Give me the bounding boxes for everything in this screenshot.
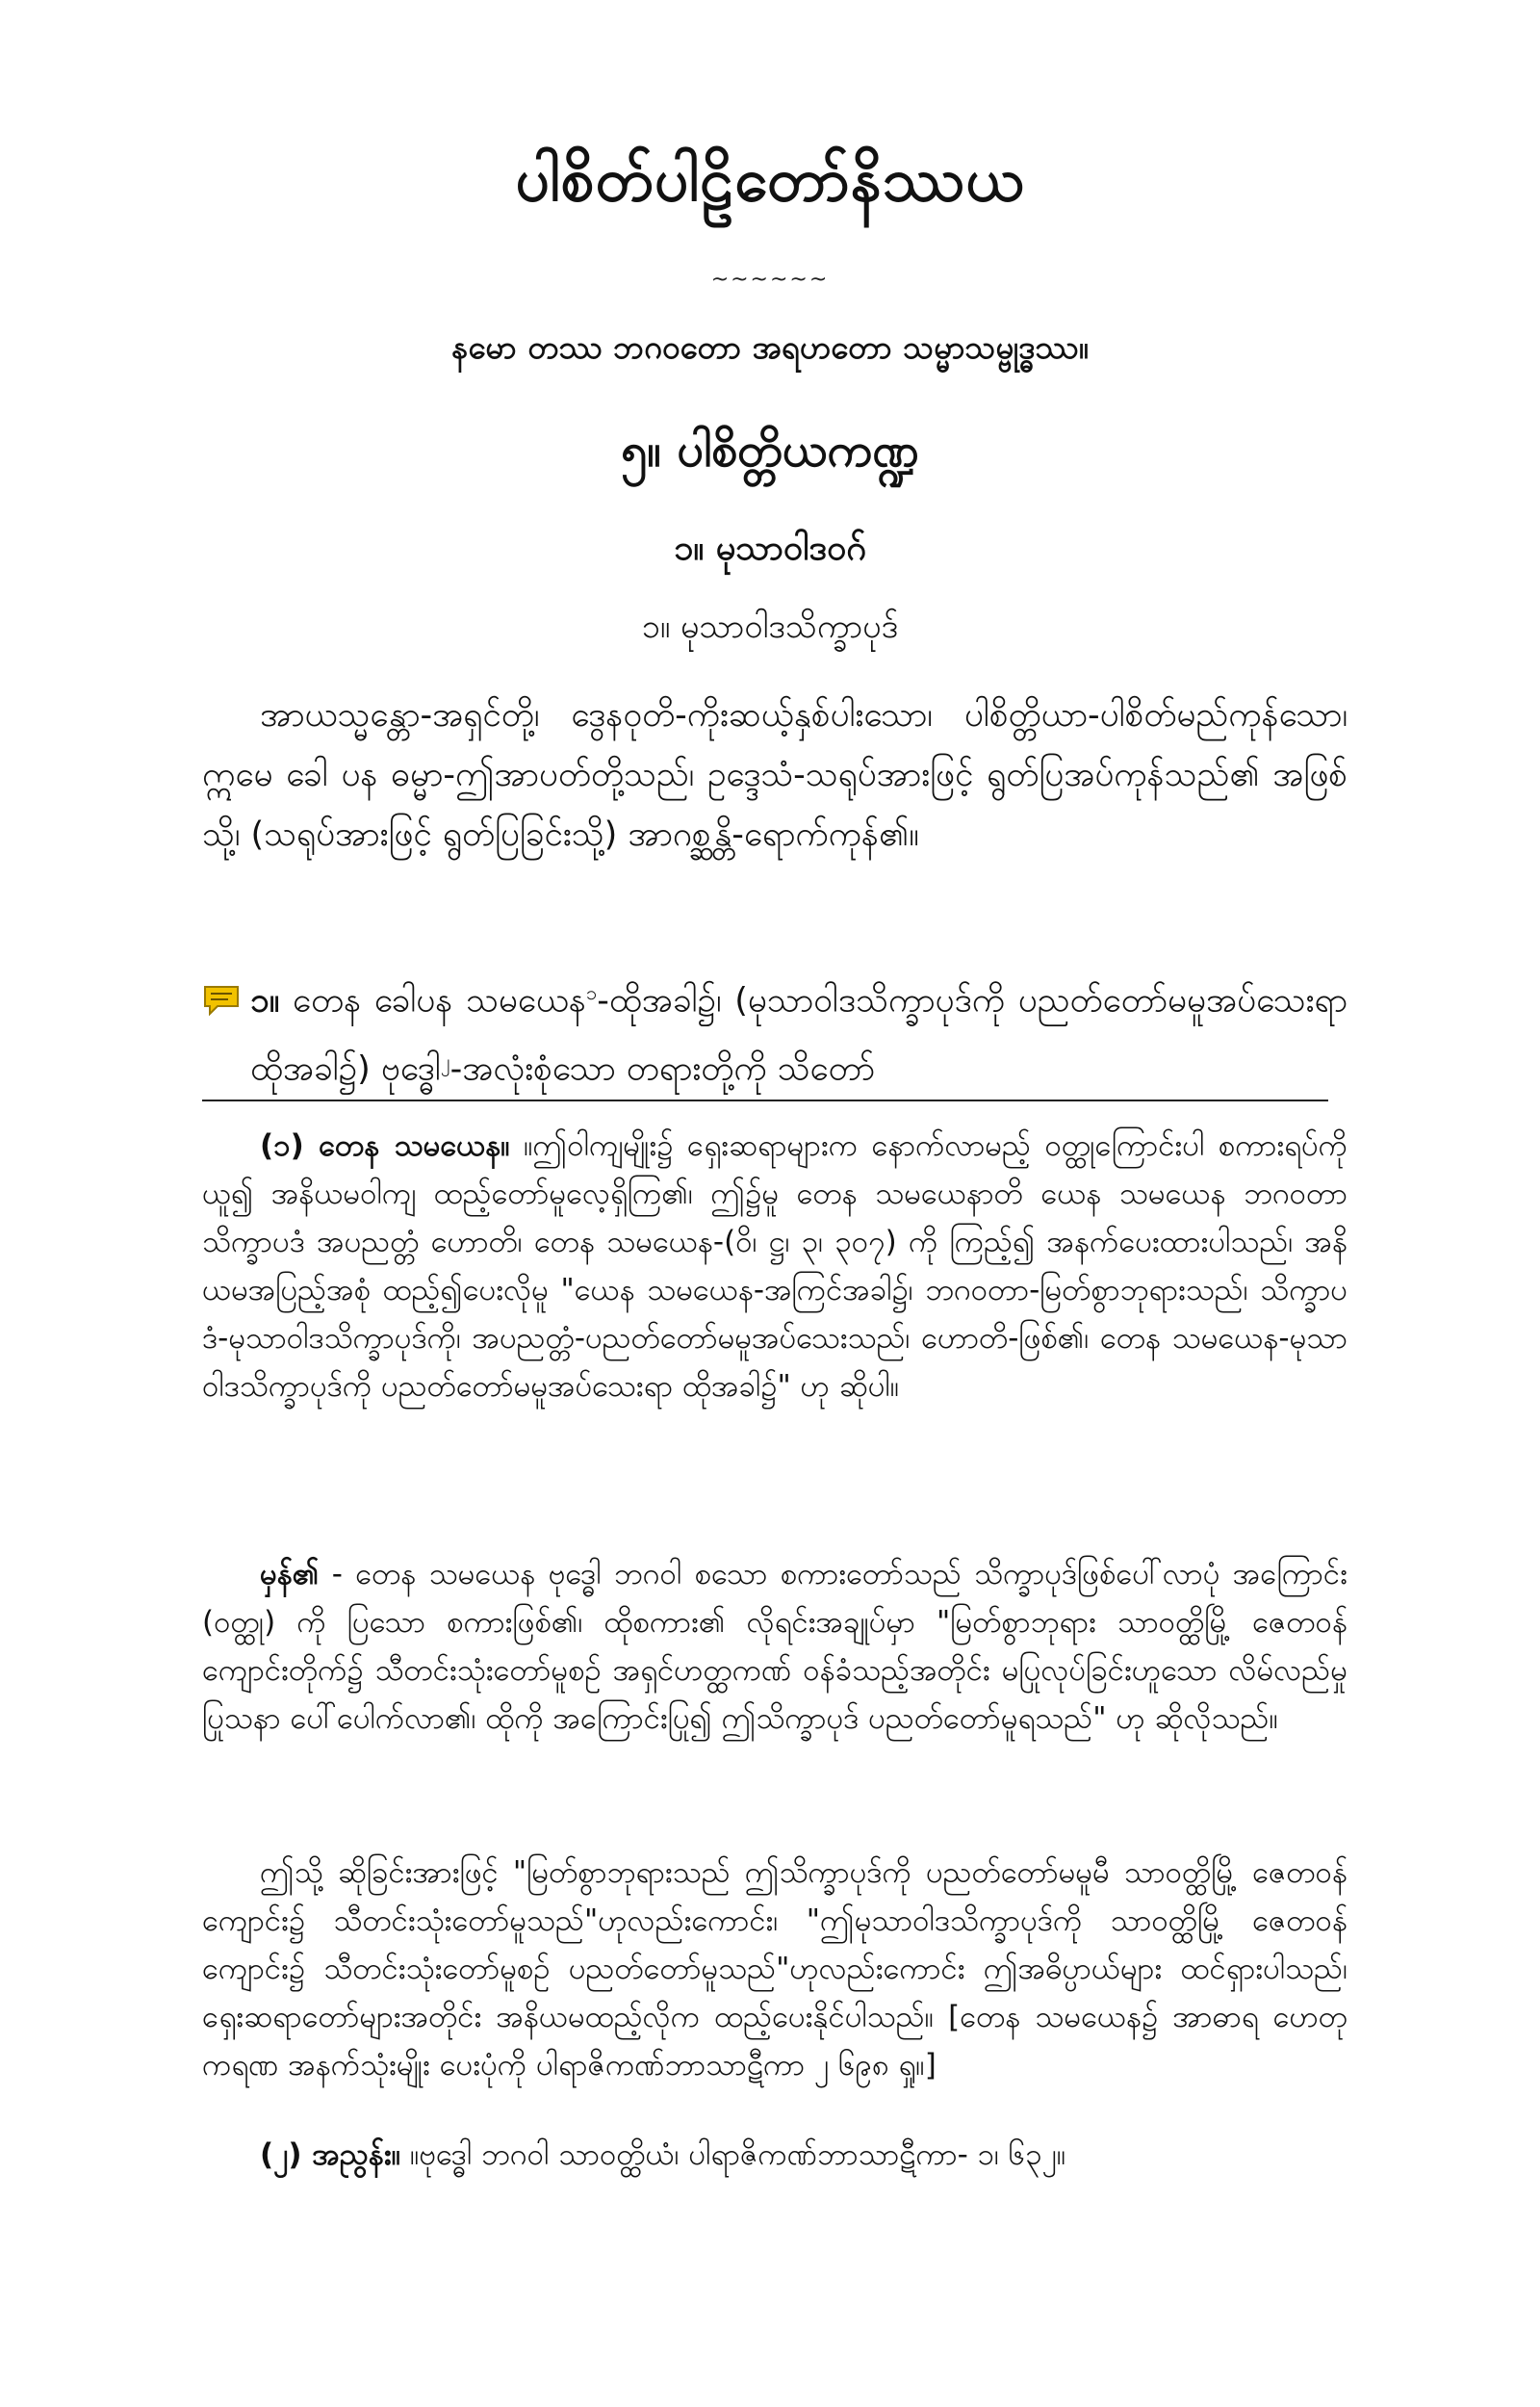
rule-1-number: ၁။ — [250, 981, 280, 1021]
footnote-2 — [202, 2131, 1348, 2179]
footnote-1 — [202, 1122, 1348, 1411]
footnote-divider — [202, 1100, 1328, 1101]
footnote-explanation: ဤသို့ ဆိုခြင်းအားဖြင့် "မြတ်စွာဘုရားသည် ဤသိက္ခာပုဒ်ကို ပညတ်တော်မမူမီ သာဝတ္ထိမြို့ ဇေတဝန်ကျောင်း၌ သီတင်းသုံးတော်မူသည်"ဟုလည်းကောင်း၊ "ဤမုသာဝါဒသိက္ခာပုဒ်ကို သာဝတ္ထိမြို့ ဇေတဝန်ကျောင်း၌ သီတင်းသုံးတော်မူစဉ် ပညတ်တော်မူသည်"ဟုလည်းကောင်း ဤအဓိပ္ပာယ်များ ထင်ရှားပါသည်၊ ရှေးဆရာတော်များအတိုင်း အနိယမထည့်လိုက ထည့်ပေးနိုင်ပါသည်။ [တေန သမယေန၌ အာဓာရ ဟေတု ကရဏ အနက်သုံးမျိုး ပေးပုံကို ပါရာဇိကဏ်ဘာသာဋီကာ ၂ ၆၉၈ ရှု။] — [202, 1855, 1348, 2083]
rule-1-text — [250, 963, 1348, 1099]
page-title: ပါစိတ်ပါဠိတော်နိဿယ — [515, 144, 1025, 215]
namo-salutation: နမော တဿ ဘဂဝတော အရဟတော သမ္မာသမ္ဗုဒ္ဓဿ။ — [451, 328, 1089, 366]
footnote-2-text: ။ဗုဒ္ဓေါ ဘဂဝါ သာဝတ္ထိယံ၊ ပါရာဇိကဏ်ဘာသာဋီကာ- ၁၊ ၆၃၂။ — [409, 2137, 1066, 2172]
footnote-1-head: (၁) တေန သမယေန။ — [260, 1128, 510, 1163]
footnote-ref-1[interactable]: ၁ — [586, 981, 598, 1004]
rule-1-paragraph — [202, 963, 1348, 1099]
comment-note-icon[interactable] — [202, 976, 241, 1009]
footnote-2-head: (၂) အညွန်း။ — [260, 2137, 401, 2172]
commentary-text: - တေန သမယေန ဗုဒ္ဓေါ ဘဂဝါ စသော စကားတော်သည် သိက္ခာပုဒ်ဖြစ်ပေါ်လာပုံ အကြောင်း (ဝတ္ထု) ကို ပြသော စကားဖြစ်၏၊ ထိုစကား၏ လိုရင်းအချုပ်မှာ "မြတ်စွာဘုရား သာဝတ္ထိမြို့ ဇေတဝန်ကျောင်းတိုက်၌ သီတင်းသုံးတော်မူစဉ် အရှင်ဟတ္ထကဏ် ဝန်ခံသည့်အတိုင်း မပြုလုပ်ခြင်းဟူသော လိမ်လည်မှုပြုသနာ ပေါ်ပေါက်လာ၏၊ ထိုကို အကြောင်းပြု၍ ဤသိက္ခာပုဒ် ပညတ်တော်မူရသည်" ဟု ဆိုလိုသည်။ — [202, 1557, 1348, 1736]
commentary-head: မှန်၏ — [260, 1557, 320, 1592]
footnote-commentary — [202, 1550, 1348, 1743]
footnote-ref-2[interactable]: ၂ — [440, 1048, 450, 1073]
book-heading: ၅။ ပါစိတ္တိယကဏ္ဍ — [621, 424, 919, 478]
rule-1-text-a: တေန ခေါပန သမယေန — [293, 981, 586, 1021]
footnote-1-text: ။ဤဝါကျမျိုး၌ ရှေးဆရာများက နောက်လာမည့် ဝတ္ထုကြောင်းပါ စကားရပ်ကို ယူ၍ အနိယမဝါကျ ထည့်တော်မူလေ့ရှိကြ၏၊ ဤ၌မူ တေန သမယေနာတိ ယေန သမယေန ဘဂဝတာ သိက္ခာပဒံ အပညတ္တံ ဟောတိ၊ တေန သမယေန-(ဝိ၊ ဋ္ဌ၊ ၃၊ ၃၀၇) ကို ကြည့်၍ အနက်ပေးထားပါသည်၊ အနိယမအပြည့်အစုံ ထည့်၍ပေးလိုမူ "ယေန သမယေန-အကြင်အခါ၌၊ ဘဂဝတာ-မြတ်စွာဘုရားသည်၊ သိက္ခာပဒံ-မုသာဝါဒသိက္ခာပုဒ်ကို၊ အပညတ္တံ-ပညတ်တော်မမူအပ်သေးသည်၊ ဟောတိ-ဖြစ်၏၊ တေန သမယေန-မုသာဝါဒသိက္ခာပုဒ်ကို ပညတ်တော်မမူအပ်သေးရာ ထိုအခါ၌" ဟု ဆိုပါ။ — [202, 1128, 1348, 1404]
sikkhapada-heading: ၁။ မုသာဝါဒသိက္ခာပုဒ် — [641, 608, 899, 646]
rule-1-text-b: -ထိုအခါ၌၊ (မုသာဝါဒသိက္ခာပုဒ်ကို ပညတ်တော်မမူအပ်သေးရာ ထိုအခါ၌) ဗုဒ္ဓေါ — [250, 981, 1348, 1089]
ornament-divider: ~~~~~~ — [710, 268, 830, 292]
intro-paragraph: အာယသ္မန္တော-အရှင်တို့၊ ဒွေနဝုတိ-ကိုးဆယ့်နှစ်ပါးသော၊ ပါစိတ္တိယာ-ပါစိတ်မည်ကုန်သော၊ ဣမေ ခေါ ပန ဓမ္မာ-ဤအာပတ်တို့သည်၊ ဥဒ္ဒေသံ-သရုပ်အားဖြင့် ရွတ်ပြအပ်ကုန်သည်၏ အဖြစ်သို့၊ (သရုပ်အားဖြင့် ရွတ်ပြခြင်းသို့) အာဂစ္ဆန္တိ-ရောက်ကုန်၏။ — [202, 696, 1348, 854]
vagga-heading: ၁။ မုသာဝါဒဝဂ် — [674, 529, 866, 568]
rule-1-text-c: -အလုံးစုံသော တရားတို့ကို သိတော် — [449, 1049, 876, 1089]
